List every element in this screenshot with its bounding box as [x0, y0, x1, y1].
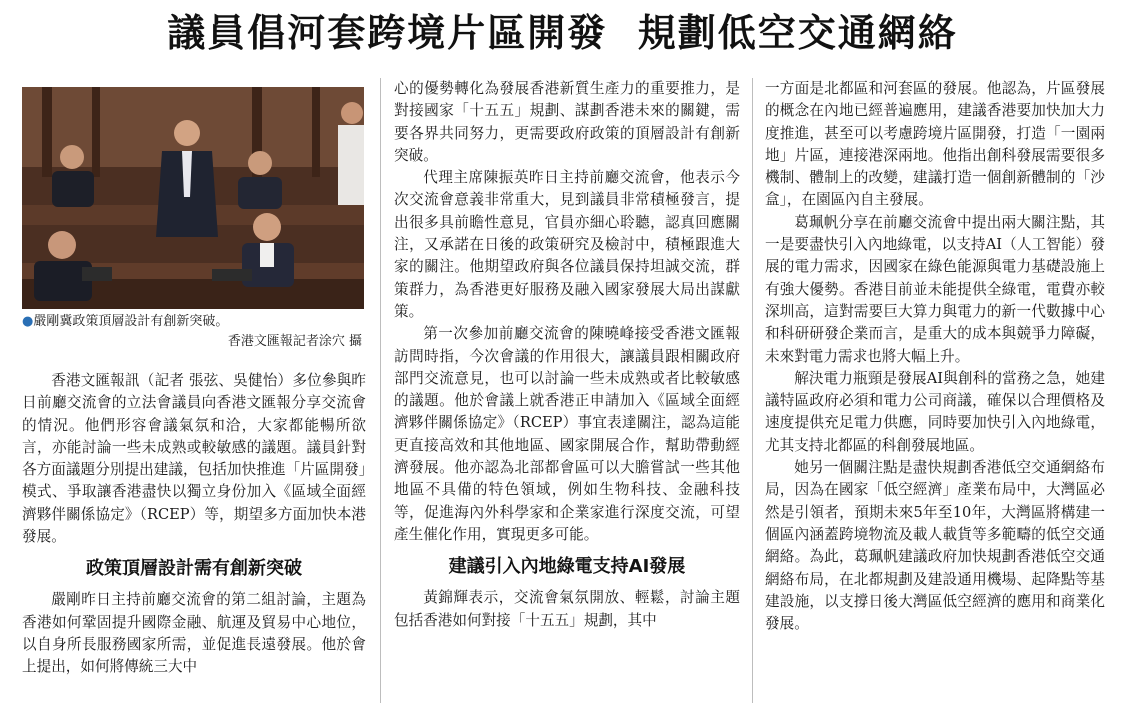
photo-credit: 香港文匯報記者涂穴 攝 — [227, 334, 362, 349]
caption-text: 嚴剛冀政策頂層設計有創新突破。 — [33, 314, 229, 329]
headline: 議員倡河套跨境片區開發 規劃低空交通網絡 — [167, 11, 958, 55]
paragraph: 第一次參加前廳交流會的陳曉峰接受香港文匯報訪問時指，今次會議的作用很大，讓議員跟相關政府部門交流意見，也可以討論一些未成熟或者比較敏感的議題。他於會議上就香港正申請加入《區域全面經濟夥伴關係協定》（RCEP）事宜表達關注，認為這能更直接高效和其他地區、國家開展合作，幫助帶動經濟發展。他亦認為北部都會區可以大膽嘗試一些其他地區不具備的特色領域，例如生物科技、金融科技等，促進海內外科學家和企業家進行深度交流，可望產生催化作用，實現更多可能。 — [394, 325, 740, 543]
paragraph: 一方面是北都區和河套區的發展。他認為，片區發展的概念在內地已經普遍應用，建議香港要加快加大力度推進，甚至可以考慮跨境片區開發，打造「一園兩地」片區，連接港深兩地。他指出創科發展需要很多機制、體制上的改變，建議打造一個創新體制的「沙盒」，在園區內自主發展。 — [765, 80, 1105, 209]
paragraph: 她另一個關注點是盡快規劃香港低空交通網絡布局，因為在國家「低空經濟」產業布局中，大灣區必然是引領者，預期未來5年至10年，大灣區將構建一個區內涵蓋跨境物流及載人載貨等多範疇的低空交通網絡。為此，葛珮帆建議政府加快規劃香港低空交通網絡布局，在北都規劃及建設通用機場、起降點等基建設施，以支撐日後大灣區低空經濟的應用和商業化發展。 — [765, 459, 1105, 633]
paragraph: 解決電力瓶頸是發展AI與創科的當務之急，她建議特區政府必須和電力公司商議，確保以合理價格及速度提供充足電力供應，同時要加快引入內地綠電，尤其支持北都區的科創發展地區。 — [765, 369, 1105, 454]
paragraph: 嚴剛昨日主持前廳交流會的第二組討論，主題為香港如何鞏固提升國際金融、航運及貿易中心地位，以自身所長服務國家所需，並促進長遠發展。他於會上提出，如何將傳統三大中 — [22, 591, 366, 676]
paragraph: 黃錦輝表示，交流會氣氛開放、輕鬆，討論主題包括香港如何對接「十五五」規劃，其中 — [394, 589, 740, 629]
lead-paragraph: 香港文匯報訊（記者 張弦、吳健怡）多位參與昨日前廳交流會的立法會議員向香港文匯報分享交流會的情況。他們形容會議氣氛和洽，大家都能暢所欲言，亦能討論一些未成熟或較敏感的議題。議員針對各方面議題分別提出建議，包括加快推進「片區開發」模式、爭取讓香港盡快以獨立身份加入《區域全面經濟夥伴關係協定》（RCEP）等，期望多方面加快本港發展。 — [22, 372, 366, 546]
paragraph: 代理主席陳振英昨日主持前廳交流會，他表示今次交流會意義非常重大，見到議員非常積極發言，提出很多具前瞻性意見，官員亦細心聆聽，認真回應關注，又承諾在日後的政策研究及檢討中，積極跟進大家的關注。他期望政府與各位議員保持坦誠交流，群策群力，為香港更好服務及融入國家發展大局出謀獻策。 — [394, 169, 740, 320]
paragraph: 葛珮帆分享在前廳交流會中提出兩大關注點，其一是要盡快引入內地綠電，以支持AI（人工智能）發展的電力需求，因國家在綠色能源與電力基礎設施上有強大優勢。香港目前並未能提供全綠電，電費亦較深圳高，這對需要巨大算力與電力的新一代數據中心和科研研發企業而言，是重大的成本與競爭力障礙，未來對電力需求也將大幅上升。 — [765, 213, 1105, 365]
column-3 — [765, 78, 1105, 635]
column-divider — [380, 78, 381, 703]
column-2 — [394, 78, 740, 632]
news-photo — [22, 87, 364, 309]
photo-caption — [22, 312, 364, 352]
bullet-icon: ● — [22, 314, 34, 329]
paragraph: 心的優勢轉化為發展香港新質生產力的重要推力，是對接國家「十五五」規劃、謀劃香港未來的關鍵，需要各界共同努力，更需要政府政策的頂層設計有創新突破。 — [394, 80, 740, 164]
subheading-policy: 政策頂層設計需有創新突破 — [86, 558, 302, 580]
subheading-green-power: 建議引入內地綠電支持AI發展 — [448, 556, 686, 578]
column-divider — [752, 78, 753, 703]
column-1 — [22, 370, 366, 679]
